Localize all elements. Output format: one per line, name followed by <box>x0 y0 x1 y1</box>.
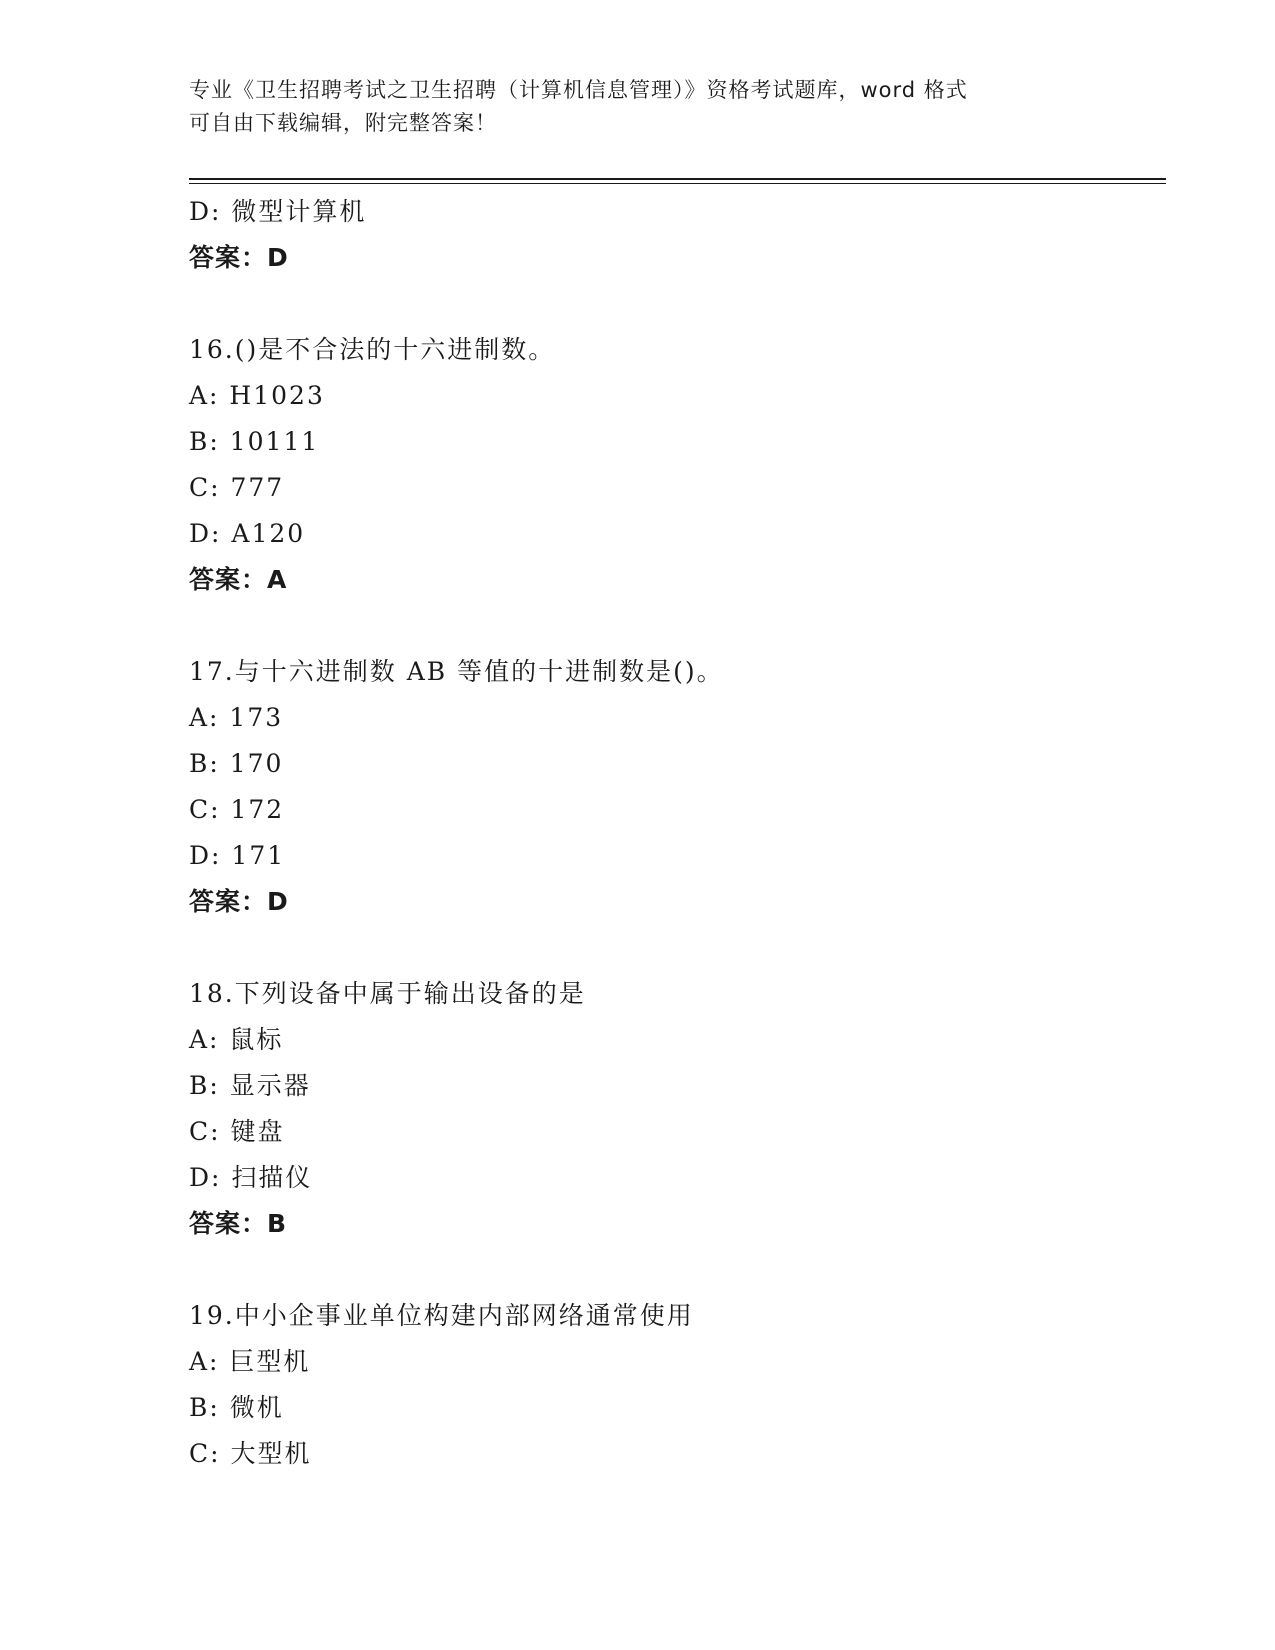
question-text: 17.与十六进制数 AB 等值的十进制数是()。 <box>189 657 724 686</box>
answer: 答案：A <box>189 565 288 594</box>
option-d: D: 171 <box>189 841 286 870</box>
answer: 答案：D <box>189 887 289 916</box>
option-d: D: 微型计算机 <box>189 197 367 226</box>
option-c: C: 777 <box>189 473 285 502</box>
spacer <box>189 1247 1149 1293</box>
option-c: C: 172 <box>189 795 285 824</box>
option-b: B: 170 <box>189 749 284 778</box>
option-a: A: 173 <box>189 703 284 732</box>
header-title-line1: 专业《卫生招聘考试之卫生招聘（计算机信息管理）》资格考试题库，word 格式 <box>189 78 968 102</box>
answer: 答案：B <box>189 1209 288 1238</box>
question-17 <box>189 649 1149 925</box>
spacer <box>189 603 1149 649</box>
spacer <box>189 925 1149 971</box>
option-d: D: 扫描仪 <box>189 1163 313 1192</box>
header-divider-thick <box>189 178 1166 180</box>
question-list <box>189 189 1149 1477</box>
option-c: C: 大型机 <box>189 1439 312 1468</box>
question-18 <box>189 971 1149 1247</box>
option-b: B: 微机 <box>189 1393 284 1422</box>
option-a: A: 鼠标 <box>189 1025 284 1054</box>
question-16 <box>189 327 1149 603</box>
option-b: B: 10111 <box>189 427 320 456</box>
answer: 答案：D <box>189 243 289 272</box>
question-15 <box>189 189 1149 281</box>
header-divider-thin <box>189 183 1166 184</box>
option-d: D: A120 <box>189 519 306 548</box>
header-title-line2: 可自由下载编辑，附完整答案！ <box>189 111 497 135</box>
question-19 <box>189 1293 1149 1477</box>
spacer <box>189 281 1149 327</box>
question-text: 18.下列设备中属于输出设备的是 <box>189 979 586 1008</box>
option-a: A: 巨型机 <box>189 1347 311 1376</box>
option-a: A: H1023 <box>189 381 325 410</box>
question-text: 16.()是不合法的十六进制数。 <box>189 335 556 364</box>
option-c: C: 键盘 <box>189 1117 285 1146</box>
option-b: B: 显示器 <box>189 1071 311 1100</box>
question-text: 19.中小企事业单位构建内部网络通常使用 <box>189 1301 694 1330</box>
document-header <box>189 74 1089 140</box>
